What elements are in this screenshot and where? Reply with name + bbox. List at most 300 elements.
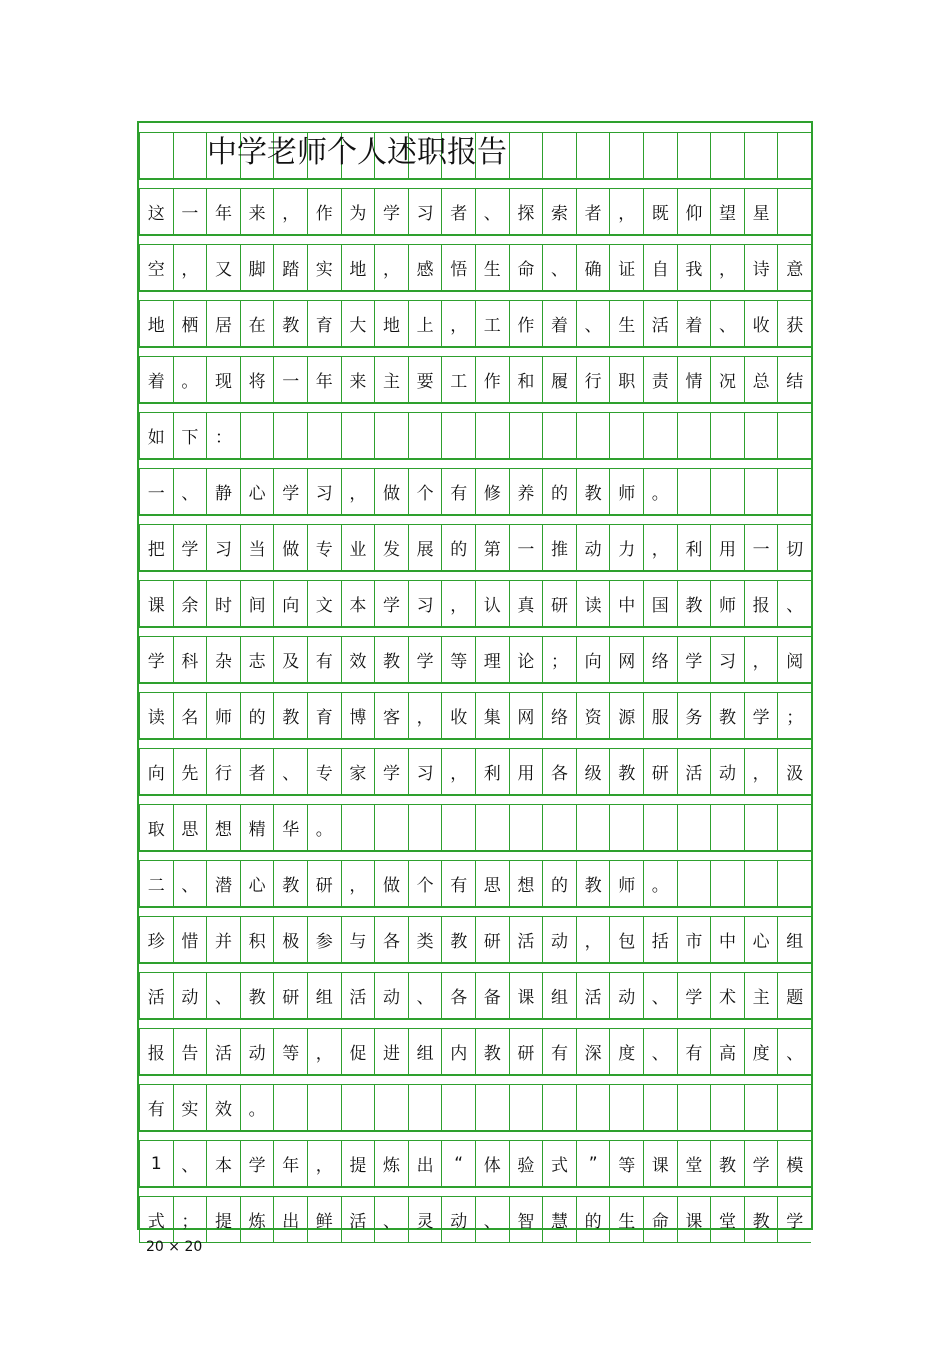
grid-cell: 、 [475,1196,509,1243]
grid-cell: 一 [744,524,778,571]
grid-cell: 有 [542,1028,576,1075]
grid-cell: 确 [576,244,610,291]
grid-cell: 等 [609,1140,643,1187]
grid-cell: 活 [341,972,375,1019]
grid-cell: 国 [643,580,677,627]
grid-cell: 个 [408,468,442,515]
grid-cell: 教 [273,860,307,907]
grid-cell: ， [609,188,643,235]
grid-cell: 络 [542,692,576,739]
grid-cell: 网 [509,692,543,739]
grid-cell: 活 [341,1196,375,1243]
grid-cell: 读 [576,580,610,627]
grid-cell: 做 [374,860,408,907]
grid-cell: 用 [509,748,543,795]
grid-cell: ， [408,692,442,739]
grid-cell: 告 [173,1028,207,1075]
grid-cell: 收 [744,300,778,347]
row-gap [139,739,811,748]
grid-cell: 、 [408,972,442,1019]
grid-cell: 参 [307,916,341,963]
grid-cell [744,1084,778,1131]
grid-cell: 与 [341,916,375,963]
grid-cell: 活 [139,972,173,1019]
grid-cell: 、 [173,860,207,907]
grid-cell: 这 [139,188,173,235]
text-row [139,1140,811,1187]
grid-cell: 报 [744,580,778,627]
text-row [139,692,811,739]
grid-cell: 向 [139,748,173,795]
grid-cell [509,412,543,459]
grid-cell: 活 [576,972,610,1019]
row-gap [139,179,811,188]
grid-cell: 志 [240,636,274,683]
grid-cell [677,468,711,515]
grid-cell: 汲 [777,748,811,795]
grid-cell [576,132,610,179]
grid-cell: 学 [777,1196,811,1243]
grid-cell: 学 [677,636,711,683]
grid-cell: 学 [744,692,778,739]
grid-cell: 论 [509,636,543,683]
grid-cell: 星 [744,188,778,235]
grid-cell: 动 [374,972,408,1019]
grid-cell: 式 [542,1140,576,1187]
grid-cell: 、 [777,1028,811,1075]
grid-cell: 教 [374,636,408,683]
grid-cell [441,804,475,851]
grid-cell: 教 [240,972,274,1019]
grid-cell: 收 [441,692,475,739]
grid-cell: 度 [744,1028,778,1075]
grid-cell: 式 [139,1196,173,1243]
row-gap [139,1187,811,1196]
grid-cell: 动 [609,972,643,1019]
grid-cell [173,132,207,179]
grid-cell: 学 [139,636,173,683]
grid-cell: ， [744,748,778,795]
grid-cell: 客 [374,692,408,739]
grid-cell: 炼 [374,1140,408,1187]
grid-cell: 做 [374,468,408,515]
grid-cell: 。 [307,804,341,851]
grid-cell: 。 [643,860,677,907]
row-gap [139,571,811,580]
grid-cell: 师 [609,860,643,907]
grid-cell: 学 [374,580,408,627]
grid-cell: 的 [542,860,576,907]
grid-cell: 向 [576,636,610,683]
grid-cell [576,412,610,459]
grid-cell [609,1084,643,1131]
grid-cell: 一 [173,188,207,235]
grid-cell: 学 [374,748,408,795]
grid-cell [744,132,778,179]
grid-cell [710,804,744,851]
grid-cell: 一 [273,356,307,403]
grid-cell: 心 [744,916,778,963]
grid-cell: 教 [475,1028,509,1075]
document-title: 中学老师个人述职报告 [207,135,507,170]
grid-cell: 获 [777,300,811,347]
grid-cell: 想 [206,804,240,851]
grid-cell [441,412,475,459]
grid-cell: 将 [240,356,274,403]
grid-cell: 服 [643,692,677,739]
grid-cell: ： [206,412,240,459]
grid-cell [677,1084,711,1131]
grid-cell: 第 [475,524,509,571]
grid-cell: 当 [240,524,274,571]
grid-cell: ； [777,692,811,739]
grid-cell: 如 [139,412,173,459]
grid-cell: “ [441,1140,475,1187]
grid-cell [643,412,677,459]
grid-cell: 源 [609,692,643,739]
grid-cell: 既 [643,188,677,235]
grid-cell: 学 [677,972,711,1019]
grid-cell: 年 [273,1140,307,1187]
grid-cell: 的 [576,1196,610,1243]
grid-cell: 组 [307,972,341,1019]
grid-cell: 意 [777,244,811,291]
grid-cell: 提 [341,1140,375,1187]
grid-cell: 者 [240,748,274,795]
grid-cell: 资 [576,692,610,739]
grid-cell: 教 [609,748,643,795]
grid-cell: 学 [240,1140,274,1187]
grid-cell [273,412,307,459]
grid-cell: 利 [475,748,509,795]
grid-cell: 鲜 [307,1196,341,1243]
grid-cell: 教 [273,692,307,739]
grid-cell: 感 [408,244,442,291]
grid-cell [677,412,711,459]
grid-cell [408,1084,442,1131]
grid-cell [777,412,811,459]
grid-cell: 务 [677,692,711,739]
grid-cell: 课 [509,972,543,1019]
grid-cell: 效 [206,1084,240,1131]
grid-cell [475,1084,509,1131]
grid-cell: 读 [139,692,173,739]
grid-cell [643,804,677,851]
grid-cell: 动 [710,748,744,795]
grid-cell: 题 [777,972,811,1019]
grid-cell: 有 [307,636,341,683]
grid-cell: 的 [542,468,576,515]
grid-cell: 阅 [777,636,811,683]
grid-cell: 包 [609,916,643,963]
grid-cell: 本 [206,1140,240,1187]
grid-cell: 动 [576,524,610,571]
grid-cell: 悟 [441,244,475,291]
grid-cell: 责 [643,356,677,403]
grid-cell: 间 [240,580,274,627]
grid-cell: 度 [609,1028,643,1075]
grid-cell: 的 [240,692,274,739]
grid-cell: 动 [441,1196,475,1243]
grid-cell: 报 [139,1028,173,1075]
grid-cell [240,412,274,459]
grid-cell: 先 [173,748,207,795]
grid-cell: 习 [206,524,240,571]
grid-cell: 积 [240,916,274,963]
grid-cell: 括 [643,916,677,963]
grid-cell [341,804,375,851]
grid-cell [777,132,811,179]
grid-cell: ， [441,580,475,627]
grid-cell: 心 [240,468,274,515]
grid-cell: ， [441,748,475,795]
grid-cell: 思 [173,804,207,851]
grid-cell: 科 [173,636,207,683]
grid-cell: 智 [509,1196,543,1243]
grid-cell: 推 [542,524,576,571]
grid-cell: 地 [139,300,173,347]
text-row [139,972,811,1019]
row-gap [139,347,811,356]
text-row [139,524,811,571]
row-gap [139,1019,811,1028]
grid-cell [643,1084,677,1131]
grid-cell: 研 [643,748,677,795]
grid-cell: 教 [576,860,610,907]
text-row [139,1028,811,1075]
grid-cell: 、 [710,300,744,347]
grid-cell: 堂 [677,1140,711,1187]
grid-cell: 和 [509,356,543,403]
row-gap [139,403,811,412]
grid-cell: 动 [173,972,207,1019]
grid-cell: 学 [374,188,408,235]
grid-cell: 学 [173,524,207,571]
grid-cell: 网 [609,636,643,683]
grid-cell: 索 [542,188,576,235]
grid-cell: 、 [173,1140,207,1187]
grid-cell [744,860,778,907]
grid-cell: 进 [374,1028,408,1075]
grid-cell: 着 [677,300,711,347]
grid-cell: 博 [341,692,375,739]
grid-cell [542,1084,576,1131]
row-gap [139,627,811,636]
grid-cell: 余 [173,580,207,627]
grid-cell: 教 [273,300,307,347]
grid-cell: 出 [273,1196,307,1243]
grid-cell: 业 [341,524,375,571]
grid-cell [374,804,408,851]
row-gap [139,1131,811,1140]
grid-cell: 主 [744,972,778,1019]
grid-cell: 组 [777,916,811,963]
grid-cell: 总 [744,356,778,403]
text-row [139,300,811,347]
grid-cell: 家 [341,748,375,795]
grid-cell: 探 [509,188,543,235]
grid-cell: 主 [374,356,408,403]
grid-cell: 杂 [206,636,240,683]
grid-cell: 极 [273,916,307,963]
grid-cell: 习 [307,468,341,515]
grid-cell: 空 [139,244,173,291]
grid-cell [576,804,610,851]
grid-cell: 的 [441,524,475,571]
grid-cell: 教 [441,916,475,963]
grid-cell: 教 [710,692,744,739]
grid-cell: 各 [374,916,408,963]
grid-cell: 。 [643,468,677,515]
grid-cell [509,132,543,179]
grid-cell: 思 [475,860,509,907]
grid-cell: 要 [408,356,442,403]
grid-cell: 着 [542,300,576,347]
grid-cell: 者 [576,188,610,235]
grid-cell: 等 [273,1028,307,1075]
grid-cell: 华 [273,804,307,851]
grid-cell: 向 [273,580,307,627]
text-row [139,468,811,515]
grid-cell: 养 [509,468,543,515]
grid-cell: 教 [576,468,610,515]
grid-cell [710,132,744,179]
grid-cell: 市 [677,916,711,963]
grid-cell [677,132,711,179]
grid-cell: 集 [475,692,509,739]
grid-cell: 作 [475,356,509,403]
grid-cell: ； [173,1196,207,1243]
grid-cell [777,1084,811,1131]
grid-cell: 研 [307,860,341,907]
grid-cell: 教 [744,1196,778,1243]
grid-cell: ； [542,636,576,683]
grid-cell [509,804,543,851]
grid-cell: 术 [710,972,744,1019]
grid-cell: 师 [609,468,643,515]
grid-cell: 大 [341,300,375,347]
grid-cell: 内 [441,1028,475,1075]
grid-cell [273,1084,307,1131]
row-gap [139,795,811,804]
grid-cell: 情 [677,356,711,403]
grid-cell: 生 [609,300,643,347]
grid-cell: 自 [643,244,677,291]
grid-cell: 做 [273,524,307,571]
grid-cell [509,1084,543,1131]
text-row [139,580,811,627]
grid-cell: 动 [542,916,576,963]
row-gap [139,291,811,300]
row-gap [139,851,811,860]
grid-cell: 二 [139,860,173,907]
grid-cell: 实 [307,244,341,291]
grid-cell: 发 [374,524,408,571]
row-gap [139,459,811,468]
grid-cell: 力 [609,524,643,571]
grid-cell [139,132,173,179]
grid-cell: 教 [677,580,711,627]
grid-cell: 师 [206,692,240,739]
grid-cell [677,860,711,907]
grid-cell: 来 [341,356,375,403]
grid-cell: 学 [273,468,307,515]
grid-cell [777,188,811,235]
grid-cell: 把 [139,524,173,571]
grid-cell: 想 [509,860,543,907]
grid-cell: 、 [777,580,811,627]
grid-cell: 学 [408,636,442,683]
grid-cell: 出 [408,1140,442,1187]
grid-cell: 惜 [173,916,207,963]
grid-cell: 深 [576,1028,610,1075]
grid-cell [408,412,442,459]
grid-cell: 动 [240,1028,274,1075]
grid-cell: 作 [509,300,543,347]
grid-cell: 教 [710,1140,744,1187]
grid-cell: 及 [273,636,307,683]
grid-cell: 栖 [173,300,207,347]
grid-cell: 有 [677,1028,711,1075]
grid-cell: 履 [542,356,576,403]
text-row [139,188,811,235]
grid-cell [744,412,778,459]
grid-cell: 活 [677,748,711,795]
row-gap [139,515,811,524]
manuscript-grid-paper [137,121,813,1230]
grid-cell [710,468,744,515]
grid-cell: 级 [576,748,610,795]
grid-cell [777,860,811,907]
grid-cell: 灵 [408,1196,442,1243]
grid-cell [341,412,375,459]
grid-cell: 研 [273,972,307,1019]
grid-cell: 专 [307,524,341,571]
grid-cell: ， [341,860,375,907]
grid-cell: 、 [206,972,240,1019]
grid-cell: 心 [240,860,274,907]
text-row [139,636,811,683]
row-gap [139,1075,811,1084]
grid-cell: 用 [710,524,744,571]
grid-cell [609,132,643,179]
grid-cell: 况 [710,356,744,403]
grid-cell: 、 [273,748,307,795]
grid-cell: ” [576,1140,610,1187]
text-row [139,1084,811,1131]
grid-cell: 提 [206,1196,240,1243]
grid-cell: 诗 [744,244,778,291]
grid-cell: 精 [240,804,274,851]
grid-cell: 、 [475,188,509,235]
row-gap [139,235,811,244]
grid-cell [710,412,744,459]
row-gap [139,683,811,692]
grid-cell: 本 [341,580,375,627]
text-row [139,356,811,403]
grid-cell: 工 [441,356,475,403]
grid-cell: ， [744,636,778,683]
grid-cell: 课 [643,1140,677,1187]
grid-cell: 各 [441,972,475,1019]
grid-cell: 年 [206,188,240,235]
grid-cell: 类 [408,916,442,963]
grid-cell: 、 [173,468,207,515]
grid-cell: 年 [307,356,341,403]
grid-cell: ， [710,244,744,291]
grid-cell: 生 [609,1196,643,1243]
grid-cell: 有 [441,468,475,515]
